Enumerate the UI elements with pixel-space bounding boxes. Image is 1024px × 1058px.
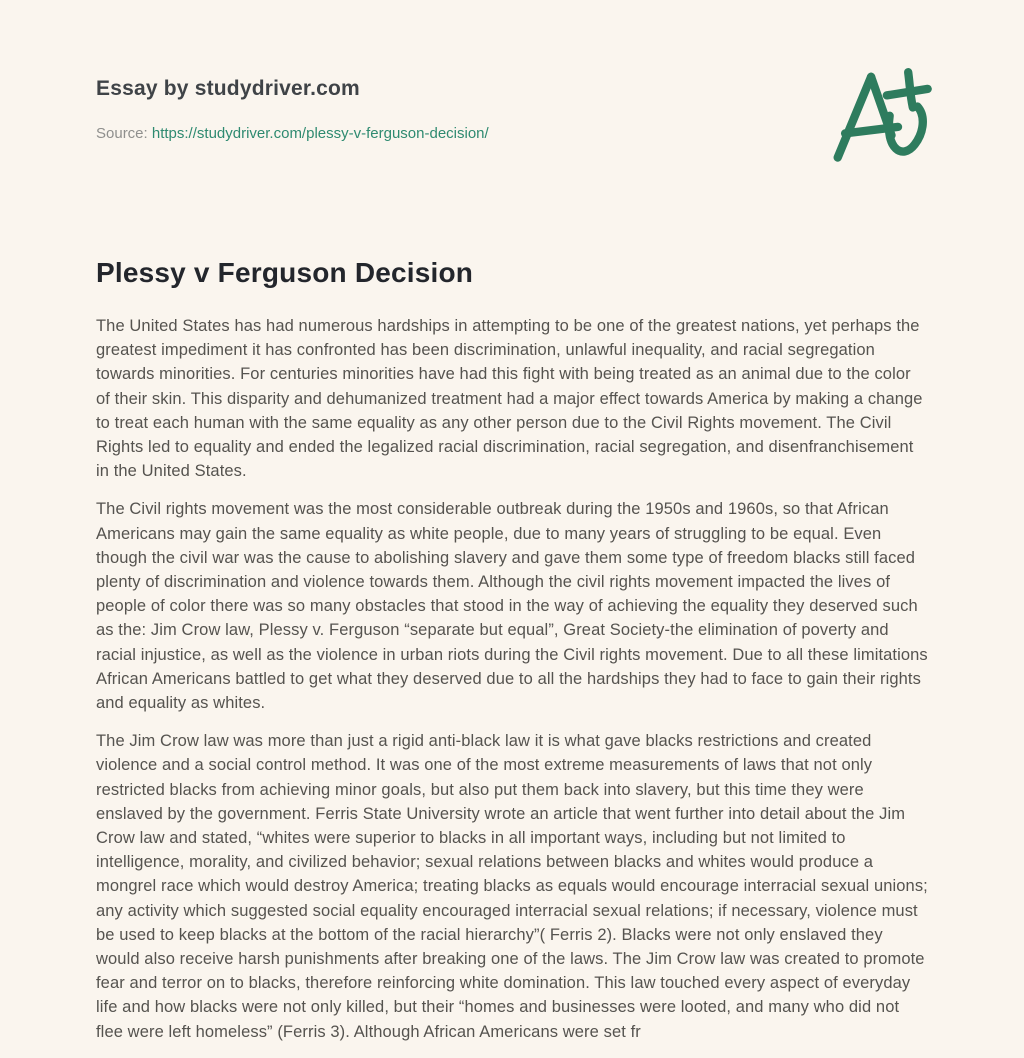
page-title: Plessy v Ferguson Decision	[96, 257, 474, 288]
source-label: Source:	[96, 125, 148, 142]
essay-paragraph-3: The Jim Crow law was more than just a rigid anti-black law it is what gave blacks restrictions and created violence and a social control method. It was one of the most extreme measurements of laws that not only restricted blacks from achieving minor goals, but also put them back into slavery, but this time they were enslaved by the government. Ferris State University wrote an article that went further into detail about the Jim Crow law and stated, “whites were superior to blacks in all important ways, including but not limited to intelligence, morality, and civilized behavior; sexual relations between blacks and whites would produce a mongrel race which would destroy America; treating blacks as equals would encourage interracial sexual unions; any activity which suggested social equality encouraged interracial sexual relations; if necessary, violence must be used to keep blacks at the bottom of the racial hierarchy”( Ferris 2). Blacks were not only enslaved they would also receive harsh punishments after breaking one of the laws. The Jim Crow law was created to promote fear and terror on to blacks, therefore reinforcing white domination. This law touched every aspect of everyday life and how blacks were not only killed, but their “homes and businesses were looted, and many who did not flee were left homeless” (Ferris 3). Although African Americans were set fr	[96, 732, 928, 1041]
source-url-link[interactable]: https://studydriver.com/plessy-v-ferguson-decision/	[151, 125, 489, 142]
essay-paragraph-1: The United States has had numerous hardships in attempting to be one of the greatest nations, yet perhaps the greatest impediment it has confronted has been discrimination, unlawful inequality, and racial segregation towards minorities. For centuries minorities have had this fight with being treated as an animal due to the color of their skin. This disparity and dehumanized treatment had a major effect towards America by making a change to treat each human with the same equality as any other person due to the Civil Rights movement. The Civil Rights led to equality and ended the legalized racial discrimination, racial segregation, and disenfranchisement in the United States.	[96, 317, 923, 481]
essay-paragraph-2: The Civil rights movement was the most considerable outbreak during the 1950s and 1960s, so that African Americans may gain the same equality as white people, due to many years of struggling to be equal. Even though the civil war was the cause to abolishing slavery and gave them some type of freedom blacks still faced plenty of discrimination and violence towards them. Although the civil rights movement impacted the lives of people of color there was so many obstacles that stood in the way of achieving the equality they deserved such as the: Jim Crow law, Plessy v. Ferguson “separate but equal”, Great Society-the elimination of poverty and racial injustice, as well as the violence in urban riots during the Civil rights movement. Due to all these limitations African Americans battled to get what they deserved due to all the hardships they had to face to gain their rights and equality as whites.	[96, 500, 928, 713]
source-line	[96, 124, 929, 143]
a-plus-logo-icon	[824, 62, 946, 164]
essay-body	[96, 314, 929, 1044]
brand-title: Essay by studydriver.com	[96, 77, 360, 100]
